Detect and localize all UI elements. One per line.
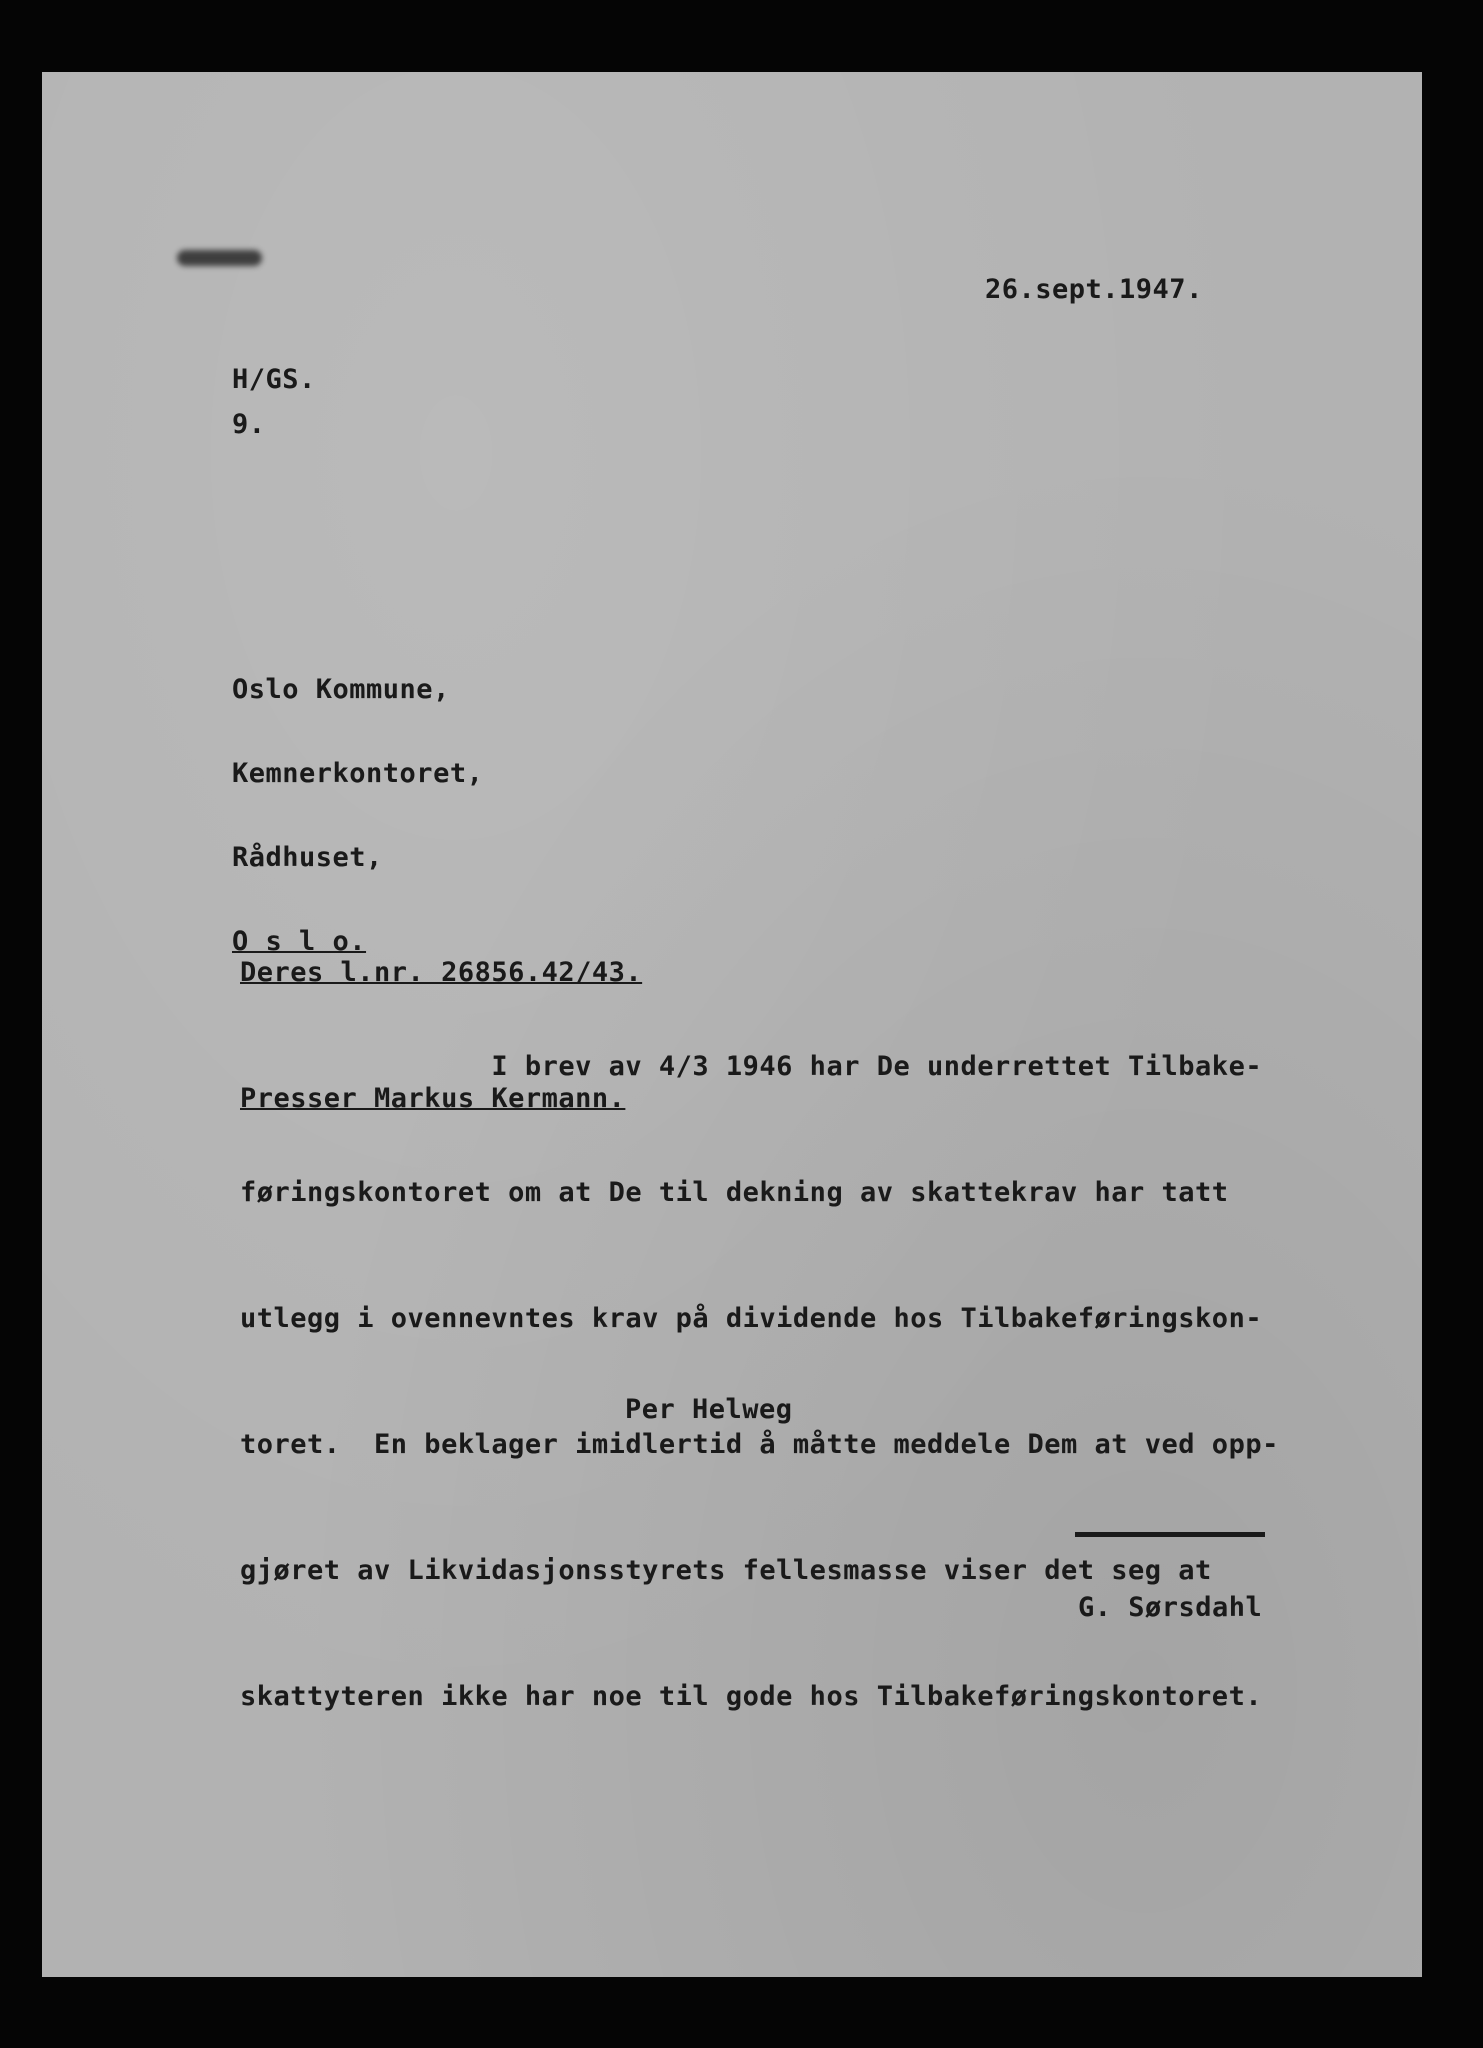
signatory-1: Per Helweg	[625, 1394, 793, 1425]
reference-code: H/GS.	[232, 364, 316, 395]
letter-date: 26.sept.1947.	[985, 274, 1203, 305]
signatory-2: G. Sørsdahl	[1078, 1592, 1263, 1623]
recipient-line-2: Kemnerkontoret,	[232, 758, 484, 789]
recipient-line-1: Oslo Kommune,	[232, 674, 450, 705]
recipient-line-4: O s l o.	[232, 926, 367, 957]
ink-smudge	[177, 250, 262, 266]
subject-line-1: Deres l.nr. 26856.42/43.	[240, 957, 643, 988]
body-line-6: skattyteren ikke har noe til gode hos Tilbakeføringskontoret.	[240, 1681, 1263, 1712]
signature-line	[1075, 1532, 1265, 1537]
recipient-line-3: Rådhuset,	[232, 842, 383, 873]
subject-line-2: Presser Markus Kermann.	[240, 1083, 626, 1114]
body-line-3: utlegg i ovennevntes krav på dividende hos Tilbakeføringskon-	[240, 1303, 1263, 1334]
body-line-4: toret. En beklager imidlertid å måtte meddele Dem at ved opp-	[240, 1429, 1279, 1460]
body-line-5: gjøret av Likvidasjonsstyrets fellesmasse viser det seg at	[240, 1555, 1212, 1586]
letter-body	[240, 962, 1279, 1802]
reference-number: 9.	[232, 409, 266, 440]
body-line-1: I brev av 4/3 1946 har De underrettet Tilbake-	[240, 1051, 1263, 1082]
body-line-2: føringskontoret om at De til dekning av skattekrav har tatt	[240, 1177, 1229, 1208]
